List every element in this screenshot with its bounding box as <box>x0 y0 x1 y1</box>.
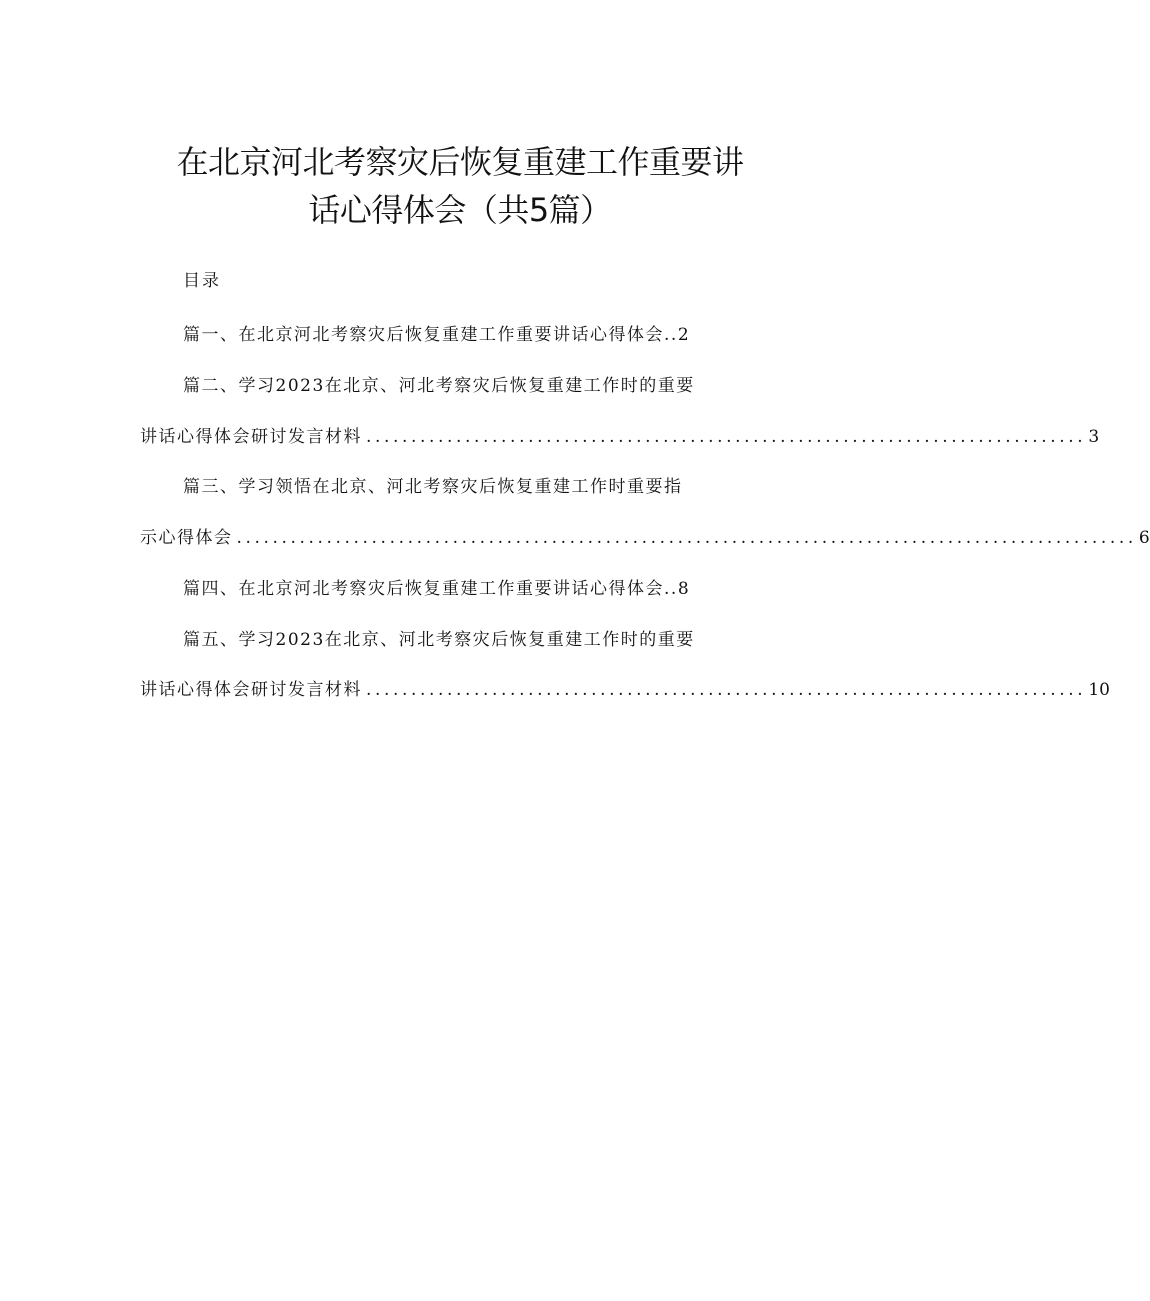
toc-entry-2-leader: ................................................................................ <box>366 427 1087 447</box>
toc-entry-1-leader: .. <box>664 325 678 345</box>
toc-heading: 目录 <box>183 271 221 291</box>
toc-entry-5[interactable] <box>183 627 695 653</box>
toc-entry-4-leader: .. <box>664 579 678 599</box>
toc-entry-1-page: 2 <box>677 325 689 345</box>
toc-entry-3-leader: .................................................................................................... <box>236 528 1137 548</box>
toc-entry-2-page: 3 <box>1088 427 1100 447</box>
document-title <box>140 138 780 234</box>
toc-entry-1-text: 篇一、在北京河北考察灾后恢复重建工作重要讲话心得体会 <box>183 325 664 345</box>
toc-entry-5-leader: ................................................................................ <box>366 680 1087 700</box>
toc-entry-3[interactable] <box>183 474 683 500</box>
toc-entry-2-text-cont: 讲话心得体会研讨发言材料 <box>140 427 362 447</box>
toc-entry-3-cont[interactable] <box>140 525 1150 551</box>
toc-entry-4-text: 篇四、在北京河北考察灾后恢复重建工作重要讲话心得体会 <box>183 579 664 599</box>
toc-entry-3-text-cont: 示心得体会 <box>140 528 233 548</box>
toc-entry-2-text: 篇二、学习2023在北京、河北考察灾后恢复重建工作时的重要 <box>183 376 695 396</box>
toc-entry-3-page: 6 <box>1138 528 1150 548</box>
toc-entry-5-page: 10 <box>1088 680 1110 700</box>
toc-entry-2-cont[interactable] <box>140 424 1100 450</box>
toc-entry-3-text: 篇三、学习领悟在北京、河北考察灾后恢复重建工作时重要指 <box>183 477 683 497</box>
toc-entry-1[interactable] <box>183 322 689 348</box>
toc-entry-2[interactable] <box>183 373 695 399</box>
toc-entry-4[interactable] <box>183 576 689 602</box>
toc-entry-4-page: 8 <box>677 579 689 599</box>
toc-entry-5-text-cont: 讲话心得体会研讨发言材料 <box>140 680 362 700</box>
toc-entry-5-text: 篇五、学习2023在北京、河北考察灾后恢复重建工作时的重要 <box>183 630 695 650</box>
title-line-1: 在北京河北考察灾后恢复重建工作重要讲 <box>176 143 744 181</box>
toc-entry-5-cont[interactable] <box>140 677 1110 703</box>
title-line-2: 话心得体会（共5篇） <box>308 191 612 229</box>
